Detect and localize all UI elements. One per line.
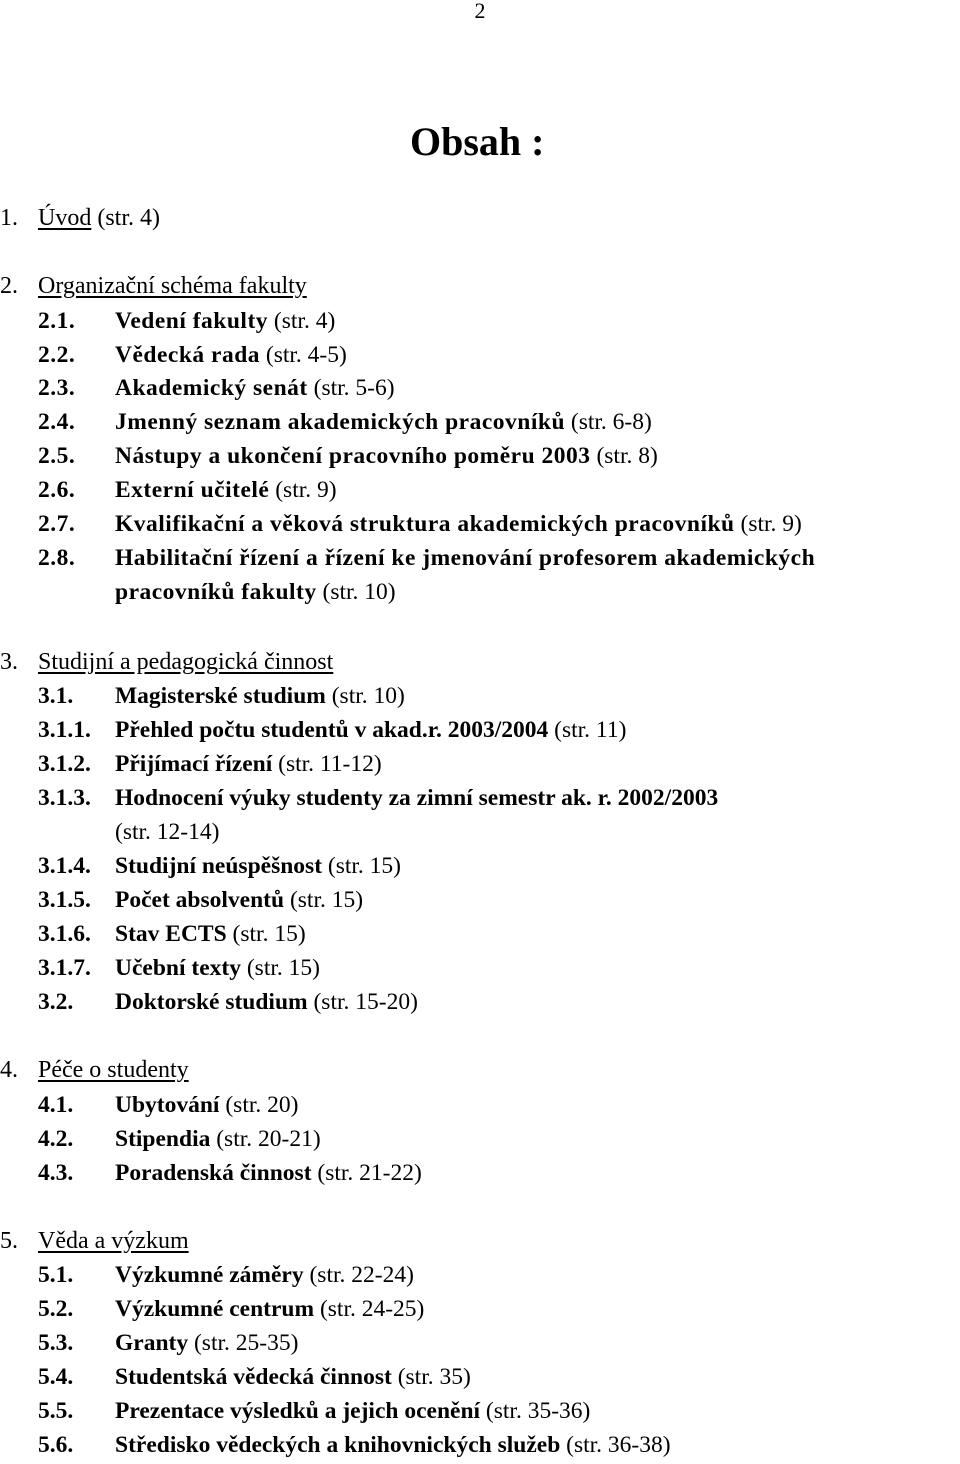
item-title: Poradenská činnost — [115, 1160, 312, 1186]
item-title: Jmenný seznam akademických pracovníků — [115, 409, 566, 435]
section-title-link: Studijní a pedagogická činnost — [38, 649, 334, 675]
item-entry — [115, 371, 395, 405]
page-reference: (str. 22-24) — [309, 1262, 414, 1288]
item-number: 5.5. — [38, 1398, 74, 1424]
item-entry — [115, 781, 718, 815]
item-number: 3.2. — [38, 989, 74, 1015]
item-title: Ubytování — [115, 1092, 220, 1118]
item-title: Granty — [115, 1330, 189, 1356]
page-reference: (str. 36-38) — [566, 1432, 671, 1458]
item-title: Vedení fakulty — [115, 308, 269, 334]
section-title-link: Věda a výzkum — [38, 1228, 189, 1254]
section-entry — [38, 269, 307, 303]
section-title-link: Péče o studenty — [38, 1057, 189, 1083]
section-entry — [38, 1224, 189, 1258]
item-number: 3.1.4. — [38, 853, 91, 879]
page-reference: (str. 4) — [97, 205, 161, 231]
item-title: Habilitační řízení a řízení ke jmenování profesorem akademických — [115, 545, 816, 571]
item-number: 5.4. — [38, 1364, 74, 1390]
page-reference: (str. 20-21) — [216, 1126, 321, 1152]
item-title: Přehled počtu studentů v akad.r. 2003/2004 — [115, 717, 549, 743]
item-number: 2.6. — [38, 477, 76, 503]
item-entry — [115, 917, 306, 951]
item-number: 2.2. — [38, 342, 76, 368]
item-entry — [115, 1258, 414, 1292]
page-reference: (str. 12-14) — [115, 819, 220, 845]
item-entry — [115, 1292, 424, 1326]
page-reference: (str. 4-5) — [265, 342, 347, 368]
item-title: Prezentace výsledků a jejich ocenění — [115, 1398, 481, 1424]
item-title: Hodnocení výuky studenty za zimní semestr ak. r. 2002/2003 — [115, 785, 719, 811]
item-entry — [115, 1122, 321, 1156]
item-entry — [115, 951, 320, 985]
item-entry — [115, 1394, 590, 1428]
page-reference: (str. 9) — [740, 511, 802, 537]
item-number: 2.3. — [38, 375, 76, 401]
item-number: 3.1. — [38, 683, 74, 709]
item-number: 5.1. — [38, 1262, 74, 1288]
page-reference: (str. 9) — [275, 477, 337, 503]
item-title: Vědecká rada — [115, 342, 261, 368]
page-reference: (str. 11) — [554, 717, 627, 743]
section-number: 5. — [0, 1228, 18, 1254]
item-entry — [115, 1360, 471, 1394]
item-title: pracovníků fakulty — [115, 579, 317, 605]
item-title: Počet absolventů — [115, 887, 285, 913]
item-title: Studentská vědecká činnost — [115, 1364, 392, 1390]
page-reference: (str. 15) — [289, 887, 364, 913]
section-entry — [38, 201, 160, 235]
section-number: 4. — [0, 1057, 18, 1083]
item-entry — [115, 304, 335, 338]
item-number: 2.7. — [38, 511, 76, 537]
item-entry — [115, 713, 626, 747]
page-reference: (str. 15) — [232, 921, 306, 947]
page-reference: (str. 24-25) — [319, 1296, 425, 1322]
item-title: Výzkumné centrum — [115, 1296, 315, 1322]
item-number: 4.1. — [38, 1092, 74, 1118]
section-number: 1. — [0, 205, 18, 231]
page-reference: (str. 10) — [322, 579, 396, 605]
section-title-link: Úvod — [38, 205, 92, 231]
item-number: 2.8. — [38, 545, 76, 571]
section-number: 3. — [0, 649, 18, 675]
item-number: 3.1.1. — [38, 717, 91, 743]
section-number: 2. — [0, 273, 18, 299]
item-title: Magisterské studium — [115, 683, 326, 709]
item-entry — [115, 883, 363, 917]
item-number: 3.1.2. — [38, 751, 91, 777]
item-entry — [115, 507, 802, 541]
item-title: Stipendia — [115, 1126, 211, 1152]
item-entry — [115, 405, 652, 439]
item-entry — [115, 747, 382, 781]
item-title: Studijní neúspěšnost — [115, 853, 323, 879]
item-number: 2.4. — [38, 409, 76, 435]
page-reference: (str. 11-12) — [278, 751, 382, 777]
item-title: Stav ECTS — [115, 921, 227, 947]
item-title: Kvalifikační a věková struktura akademických pracovníků — [115, 511, 735, 537]
item-title: Výzkumné záměry — [115, 1262, 304, 1288]
item-entry — [115, 1428, 671, 1462]
item-title: Nástupy a ukončení pracovního poměru 2003 — [115, 443, 591, 469]
item-entry — [115, 473, 337, 507]
page-reference: (str. 15) — [327, 853, 401, 879]
page-reference: (str. 6-8) — [570, 409, 652, 435]
section-entry — [38, 645, 333, 679]
page-reference: (str. 35-36) — [485, 1398, 591, 1424]
item-entry — [115, 815, 219, 849]
section-title-link: Organizační schéma fakulty — [38, 273, 307, 299]
item-title: Přijímací řízení — [115, 751, 273, 777]
toc-title: Obsah : — [410, 119, 545, 164]
item-number: 3.1.6. — [38, 921, 91, 947]
page-reference: (str. 15) — [246, 955, 320, 981]
item-number: 5.2. — [38, 1296, 74, 1322]
section-entry — [38, 1053, 189, 1087]
page-number: 2 — [474, 0, 486, 23]
item-title: Externí učitelé — [115, 477, 270, 503]
item-number: 4.3. — [38, 1160, 74, 1186]
item-entry — [115, 1156, 422, 1190]
item-entry — [115, 1326, 298, 1360]
item-title: Doktorské studium — [115, 989, 308, 1015]
item-number: 2.1. — [38, 308, 76, 334]
item-number: 4.2. — [38, 1126, 74, 1152]
item-entry — [115, 985, 418, 1019]
page-reference: (str. 8) — [596, 443, 658, 469]
item-entry — [115, 338, 347, 372]
item-number: 5.3. — [38, 1330, 74, 1356]
page-reference: (str. 35) — [397, 1364, 471, 1390]
page-reference: (str. 15-20) — [313, 989, 418, 1015]
item-entry — [115, 575, 396, 609]
page-reference: (str. 4) — [273, 308, 336, 334]
item-entry — [115, 1088, 298, 1122]
item-title: Akademický senát — [115, 375, 308, 401]
item-number: 3.1.3. — [38, 785, 91, 811]
page-reference: (str. 5-6) — [313, 375, 395, 401]
item-title: Učební texty — [115, 955, 241, 981]
page-reference: (str. 10) — [331, 683, 405, 709]
page-reference: (str. 21-22) — [317, 1160, 422, 1186]
page-reference: (str. 20) — [225, 1092, 299, 1118]
item-title: Středisko vědeckých a knihovnických služeb — [115, 1432, 561, 1458]
item-entry — [115, 541, 815, 575]
item-number: 2.5. — [38, 443, 76, 469]
item-entry — [115, 439, 658, 473]
item-number: 3.1.7. — [38, 955, 91, 981]
item-number: 3.1.5. — [38, 887, 91, 913]
page-reference: (str. 25-35) — [193, 1330, 299, 1356]
item-entry — [115, 679, 405, 713]
item-number: 5.6. — [38, 1432, 74, 1458]
item-entry — [115, 849, 401, 883]
